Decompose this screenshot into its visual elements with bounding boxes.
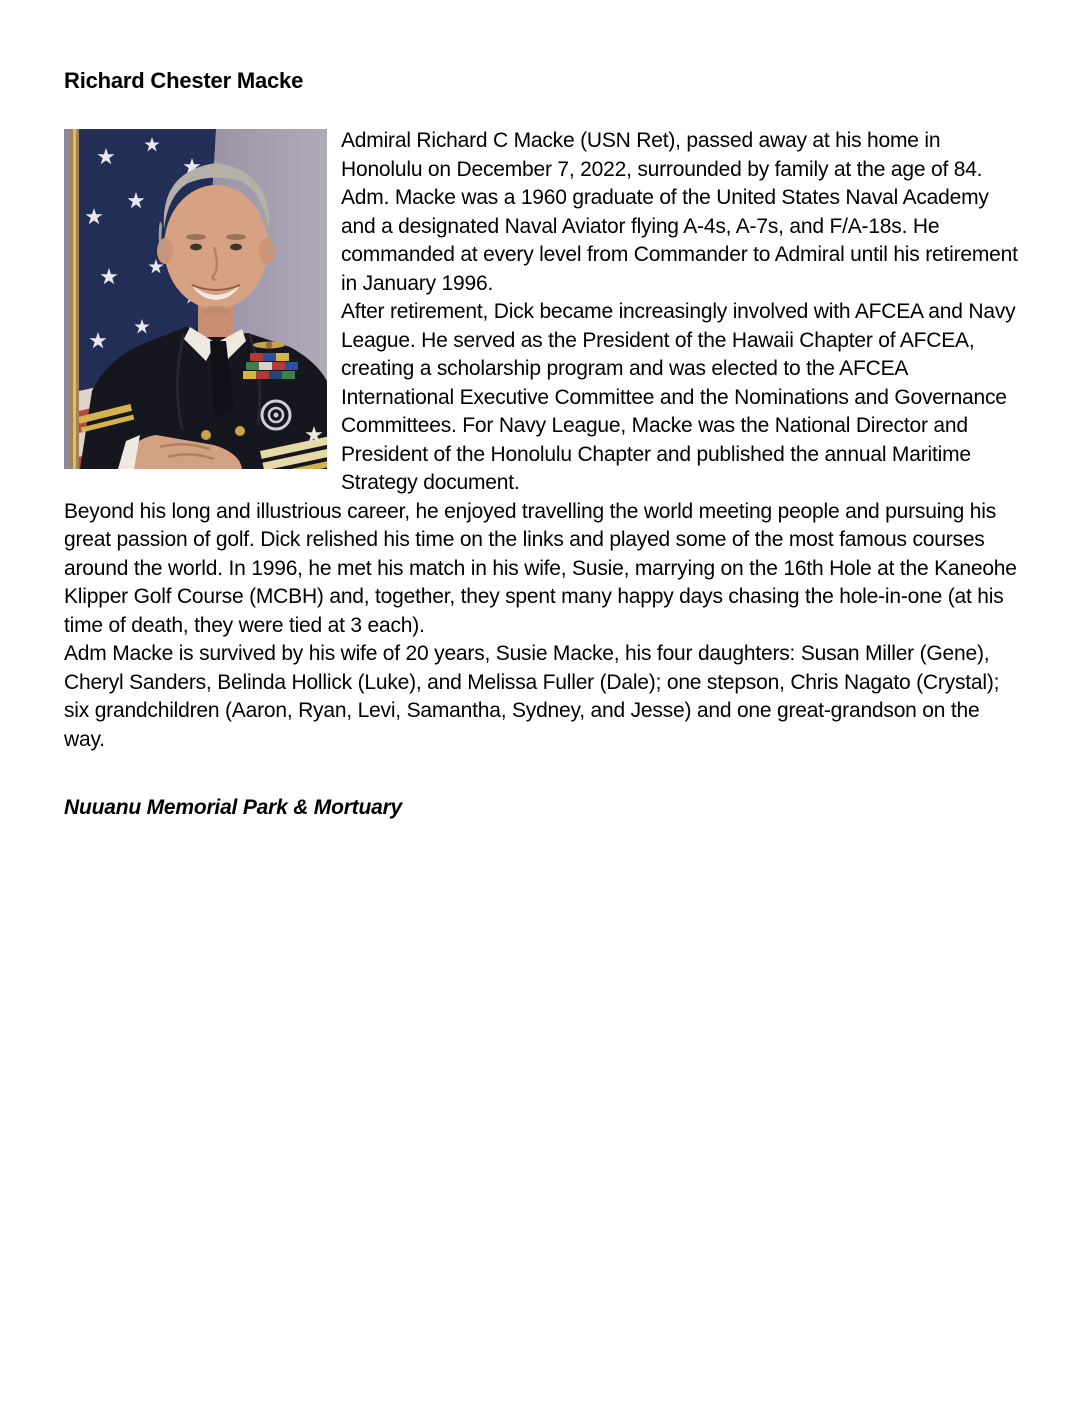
page-title: Richard Chester Macke [64,68,304,93]
obituary-paragraph-4: Adm Macke is survived by his wife of 20 years, Susie Macke, his four daughters: Susan Miller (Gene), Cheryl Sanders, Belinda Hollick (Luke), and Melissa Fuller (Dale); one stepson, Chris Nagato (Crystal); six grandchildren (Aaron, Ryan, Levi, Samantha, Sydney, and Jesse) and one great-grandson on the way. [64,642,1000,751]
admiral-portrait-image [64,129,327,469]
obituary-paragraph-1: Admiral Richard C Macke (USN Ret), passed away at his home in Honolulu on December 7, 2022, surrounded by family at the age of 84. Adm. Macke was a 1960 graduate of the United States Naval Academy and a designated Naval Aviator flying A-4s, A-7s, and F/A-18s. He commanded at every level from Commander to Admiral until his retirement in January 1996. [341,129,1018,295]
obituary-paragraph-2: After retirement, Dick became increasingly involved with AFCEA and Navy League. He served as the President of the Hawaii Chapter of AFCEA, creating a scholarship program and was elected to the AFCEA International Executive Committee and the Nominations and Governance Committees. For Navy League, Macke was the National Director and President of the Honolulu Chapter and published the annual Maritime Strategy document. [341,300,1016,494]
obituary-paragraph-3: Beyond his long and illustrious career, he enjoyed travelling the world meeting people and pursuing his great passion of golf. Dick relished his time on the links and played some of the most famous courses around the world. In 1996, he met his match in his wife, Susie, marrying on the 16th Hole at the Kaneohe Klipper Golf Course (MCBH) and, together, they spent many happy days chasing the hole-in-one (at his time of death, they were tied at 3 each). [64,499,1017,637]
obituary-body [64,127,1024,823]
portrait-photo [64,129,327,469]
footer-attribution: Nuuanu Memorial Park & Mortuary [64,796,403,819]
